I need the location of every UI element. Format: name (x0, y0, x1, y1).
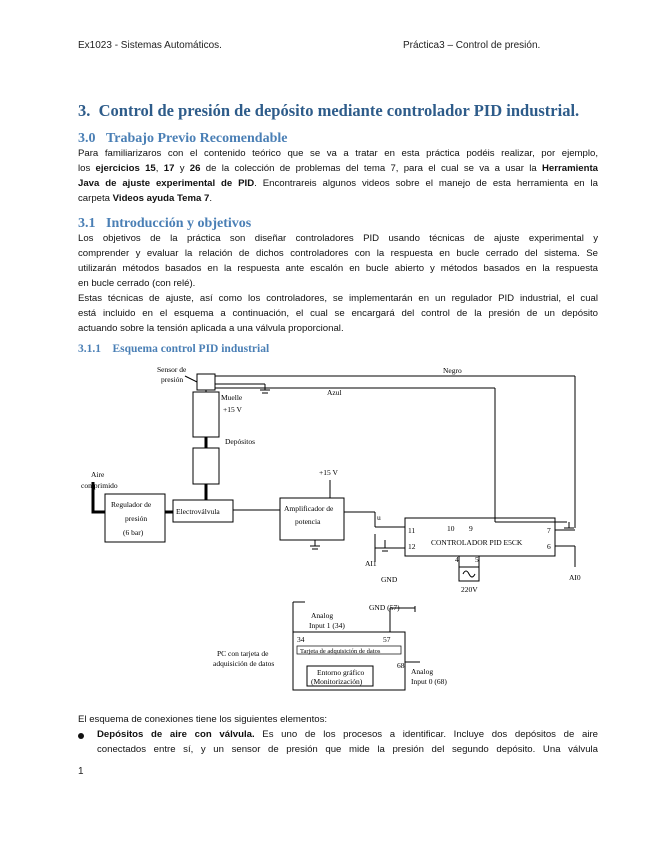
subsection-30-text: Trabajo Previo Recomendable (106, 131, 288, 146)
label-azul: Azul (327, 388, 342, 397)
p30-line-4: carpeta Videos ayuda Tema 7. (78, 193, 213, 204)
pin-7: 7 (547, 526, 551, 535)
subsection-30-title (78, 131, 287, 147)
p31-line-2: comprender y evaluar la relación de dichos controladores con la respuesta en bucle cerrado del sistema. Se (78, 248, 598, 259)
subsubsection-311-number: 3.1.1 (78, 343, 101, 355)
subsubsection-311-title (78, 343, 269, 355)
page-number: 1 (78, 766, 84, 777)
pin-34: 34 (297, 635, 305, 644)
subsection-31-text: Introducción y objetivos (106, 216, 252, 231)
label-regulador-1: Regulador de (111, 500, 152, 509)
p30-line-2: los ejercicios 15, 17 y 26 de la colección de problemas del tema 7, para el cual se va a usar la Herramienta (78, 163, 598, 174)
subsection-31-title (78, 216, 251, 232)
label-220v: 220V (461, 585, 478, 594)
subsubsection-311-text: Esquema control PID industrial (112, 343, 270, 355)
p30-line-3: Java de ajuste experimental de PID. Encontrareis algunos videos sobre el manejo de esta herramienta en la (78, 178, 598, 189)
label-ai0: AI0 (569, 573, 581, 582)
paragraph-trabajo-previo (78, 146, 598, 206)
pin-5: 5 (475, 555, 479, 564)
p31-line-3: utilizarán métodos basados en la respuesta ante escalón en bucle abierto y métodos basados en la respuesta (78, 263, 598, 274)
elements-intro (78, 712, 598, 727)
label-sensor-2: presión (161, 375, 184, 384)
label-depositos: Depósitos (225, 437, 255, 446)
label-gnd57: GND (57) (369, 603, 400, 612)
subsection-31-number: 3.1 (78, 216, 96, 231)
pin-12: 12 (408, 542, 416, 551)
elements-intro-text: El esquema de conexiones tiene los siguientes elementos: (78, 714, 328, 725)
label-regulador-3: (6 bar) (123, 528, 144, 537)
p31-line-4: en bucle cerrado (con relé). (78, 278, 196, 289)
label-sensor-1: Sensor de (157, 365, 187, 374)
label-15v-b: +15 V (319, 468, 338, 477)
label-analog-1a: Analog (311, 611, 334, 620)
subsection-30-number: 3.0 (78, 131, 96, 146)
label-electrovalvula: Electroválvula (176, 507, 220, 516)
p31-line-1: Los objetivos de la práctica son diseñar controladores PID usando técnicas de ajuste experimental y (78, 233, 598, 244)
header-right: Práctica3 – Control de presión. (403, 40, 541, 51)
header-left: Ex1023 - Sistemas Automáticos. (78, 40, 222, 51)
pin-11: 11 (408, 526, 416, 535)
pin-10: 10 (447, 524, 455, 533)
label-aire-2: comprimido (81, 481, 118, 490)
p30-line-1: Para familiarizaros con el contenido teórico que se va a tratar en esta práctica podéis realizar, por ejemplo, (78, 148, 598, 159)
label-tarjeta: Tarjeta de adquisición de datos (300, 648, 381, 655)
label-ai1: AI1 (365, 559, 377, 568)
pressure-sensor (197, 374, 215, 390)
label-aire-1: Aire (91, 470, 105, 479)
label-analog-0a: Analog (411, 667, 434, 676)
label-analog-1b: Input 1 (34) (309, 621, 345, 630)
label-amplificador-2: potencia (295, 517, 321, 526)
label-amplificador-1: Amplificador de (284, 504, 334, 513)
section-title-text: Control de presión de depósito mediante controlador PID industrial. (98, 101, 580, 120)
label-controlador: CONTROLADOR PID E5CK (431, 538, 523, 547)
paragraph-objetivos (78, 231, 598, 336)
label-entorno-1: Entorno gráfico (317, 668, 365, 677)
label-analog-0b: Input 0 (68) (411, 677, 447, 686)
label-15v-a: +15 V (223, 405, 242, 414)
bullet-depositos (97, 727, 598, 757)
bullet-line-1: Depósitos de aire con válvula. Es uno de los procesos a identificar. Incluye dos depósitos de aire (97, 729, 598, 740)
p31-line-7: actuando sobre la tensión aplicada a una válvula proporcional. (78, 323, 344, 334)
pid-controller-box (405, 518, 555, 556)
label-pc-2: adquisición de datos (213, 659, 275, 668)
section-title (78, 101, 579, 121)
pin-57: 57 (383, 635, 391, 644)
label-entorno-2: (Monitorización) (311, 677, 363, 686)
pin-6: 6 (547, 542, 551, 551)
tank-1 (193, 392, 219, 437)
p31-line-5: Estas técnicas de ajuste, así como los controladores, se implementarán en un regulador PID industrial, el cual (78, 293, 598, 304)
label-gnd: GND (381, 575, 398, 584)
label-regulador-2: presión (125, 514, 148, 523)
label-u: u (377, 513, 381, 522)
bullet-icon (78, 733, 84, 739)
label-muelle: Muelle (221, 393, 243, 402)
p31-line-6: está incluido en el esquema a continuación, el cual se encargará del control de la presión de un depósito (78, 308, 598, 319)
bullet-line-2: conectados entre sí, y un sensor de presión que mide la presión del segundo depósito. Una válvula (97, 744, 598, 755)
tank-2 (193, 448, 219, 484)
pid-control-schematic (75, 362, 595, 702)
pin-68: 68 (397, 661, 405, 670)
label-pc-1: PC con tarjeta de (217, 649, 269, 658)
pin-4: 4 (455, 555, 459, 564)
label-negro: Negro (443, 366, 462, 375)
pin-9: 9 (469, 524, 473, 533)
section-number: 3. (78, 101, 91, 120)
